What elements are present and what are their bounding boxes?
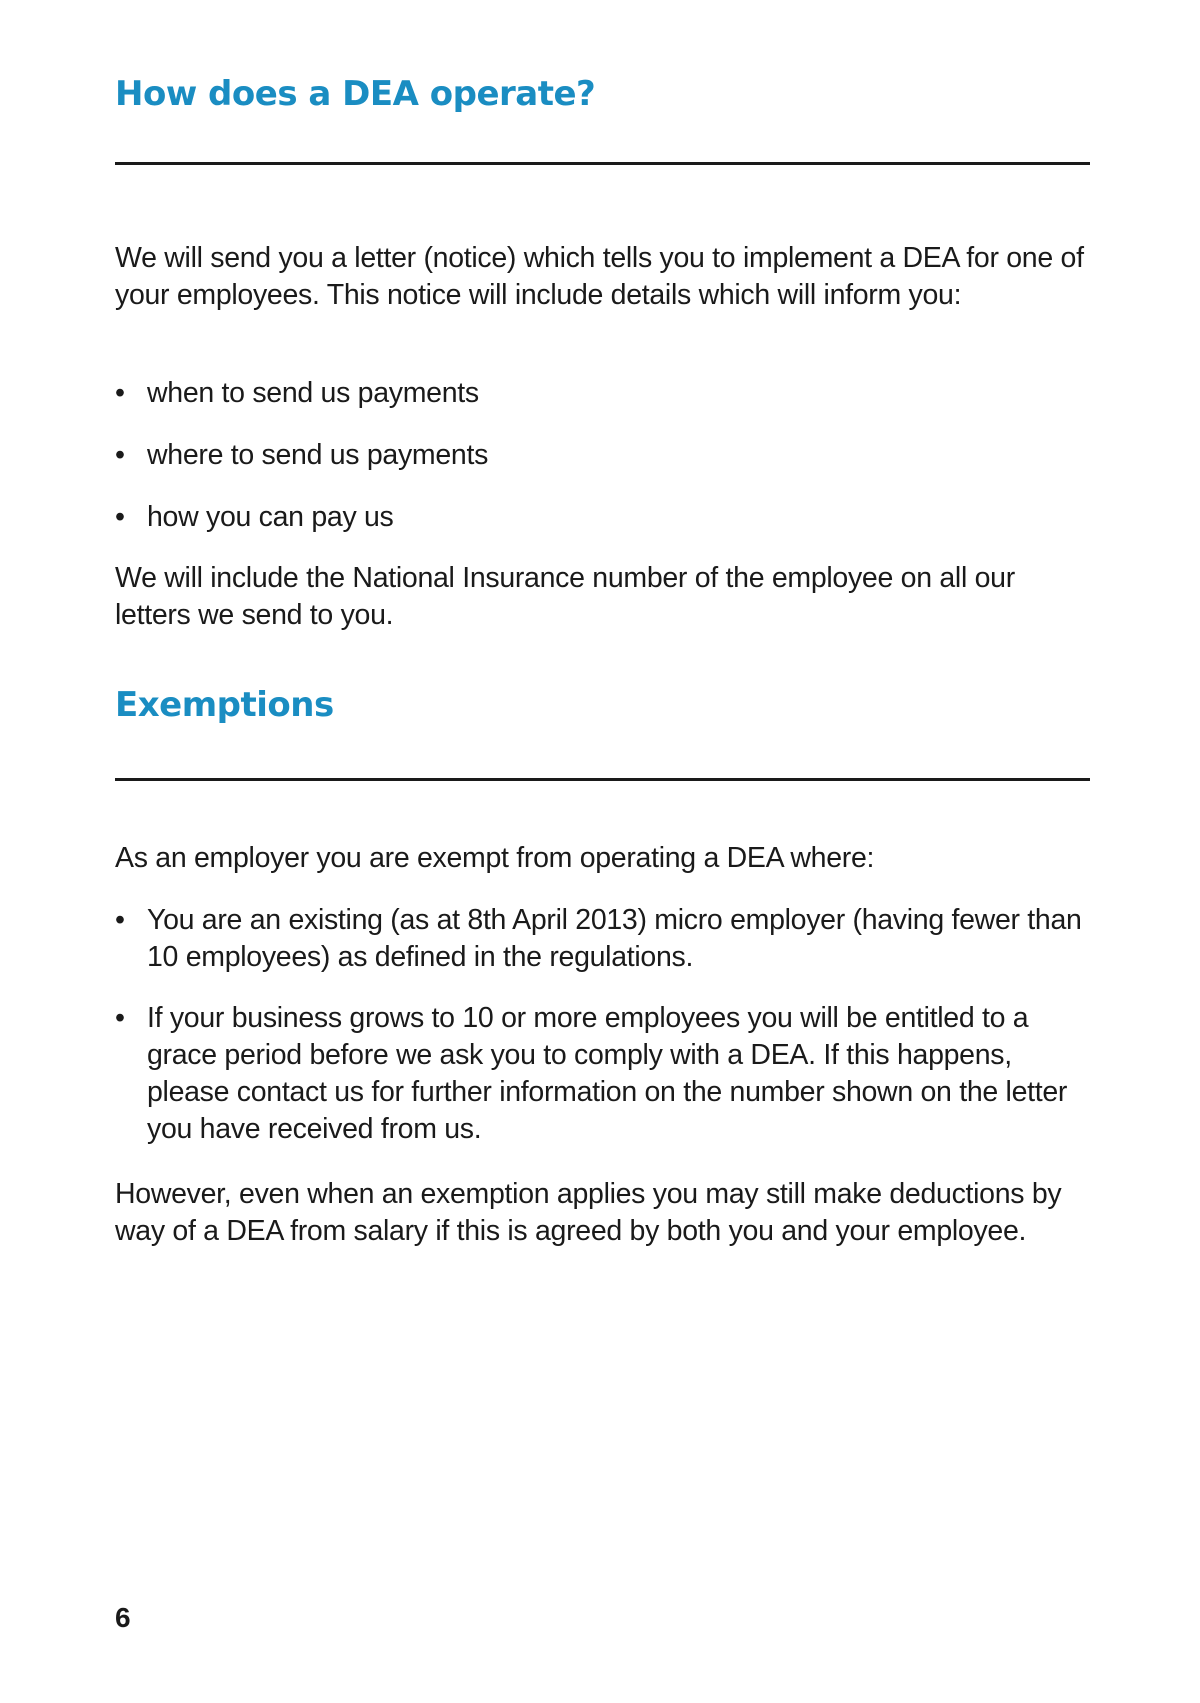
exemptions-list	[115, 902, 1090, 1148]
list-item	[115, 437, 1090, 474]
section-divider	[115, 162, 1090, 165]
bullet-icon: •	[115, 501, 125, 533]
section-heading-dea-operation: How does a DEA operate?	[115, 74, 596, 114]
closing-paragraph: We will include the National Insurance number of the employee on all our letters we send to you.	[115, 562, 1015, 631]
bullet-icon: •	[115, 439, 125, 471]
exemptions-intro-paragraph: As an employer you are exempt from operating a DEA where:	[115, 842, 875, 874]
list-item-text: where to send us payments	[147, 439, 489, 471]
list-item-text: how you can pay us	[147, 501, 394, 533]
page-number: 6	[115, 1602, 131, 1633]
list-item	[115, 499, 1090, 536]
list-item	[115, 902, 1090, 976]
bullet-icon: •	[115, 377, 125, 409]
exemptions-closing-paragraph: However, even when an exemption applies you may still make deductions by way of a DEA from salary if this is agreed by both you and your employee.	[115, 1178, 1062, 1247]
bullet-icon: •	[115, 904, 125, 936]
payment-details-list	[115, 375, 1090, 536]
section-heading-exemptions: Exemptions	[115, 685, 334, 725]
list-item-text: when to send us payments	[147, 377, 479, 409]
intro-paragraph: We will send you a letter (notice) which tells you to implement a DEA for one of your employees. This notice will include details which will inform you:	[115, 242, 1084, 311]
list-item-text: If your business grows to 10 or more employees you will be entitled to a grace period before we ask you to comply with a DEA. If this happens, please contact us for further information on the number shown on the letter you have received from us.	[147, 1002, 1068, 1145]
list-item-text: You are an existing (as at 8th April 2013) micro employer (having fewer than 10 employees) as defined in the regulations.	[147, 904, 1082, 973]
list-item	[115, 375, 1090, 412]
bullet-icon: •	[115, 1002, 125, 1034]
list-item	[115, 1000, 1090, 1148]
section-divider	[115, 778, 1090, 781]
